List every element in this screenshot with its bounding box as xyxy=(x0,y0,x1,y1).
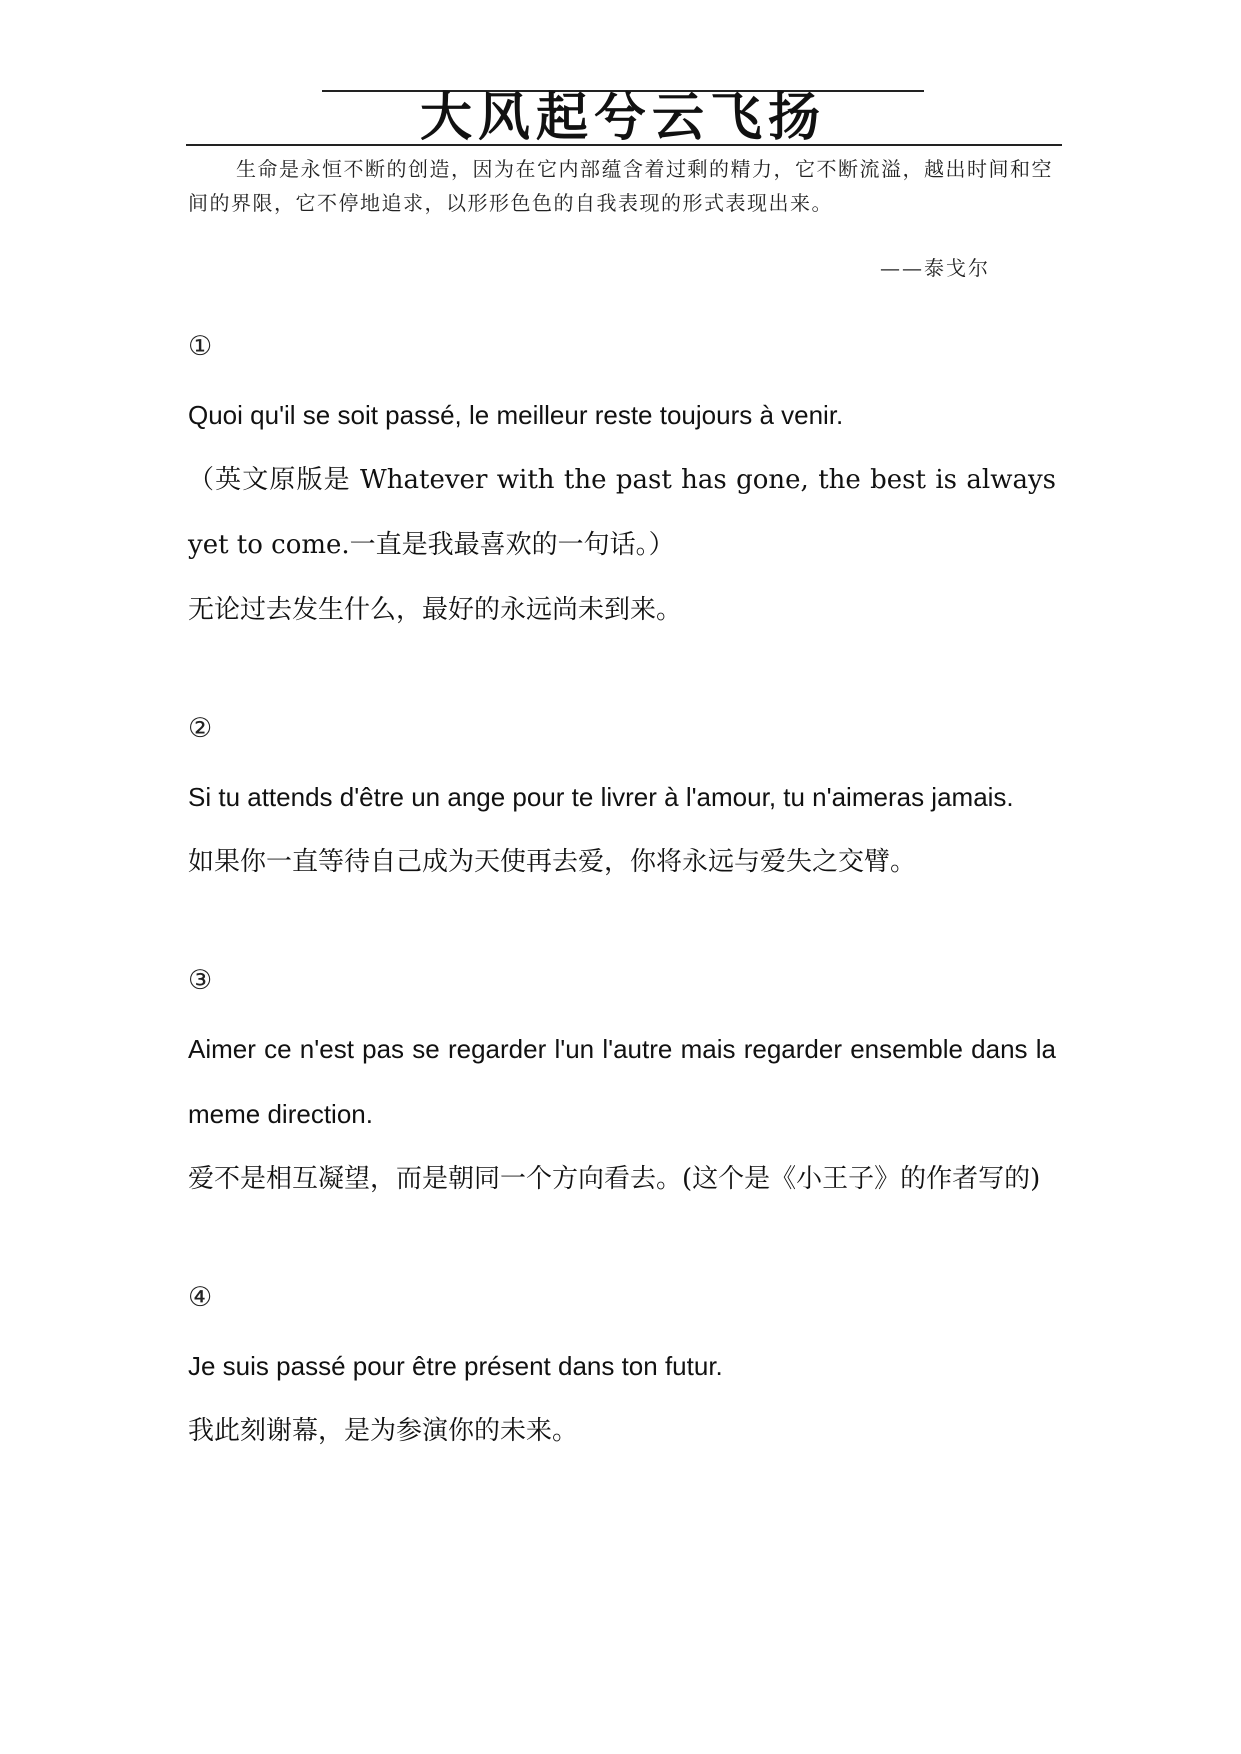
page-title: 大风起兮云飞扬 xyxy=(419,87,826,148)
quote-chinese: 我此刻谢幕，是为参演你的未来。 xyxy=(188,1416,579,1446)
quotes-list xyxy=(188,318,1056,1464)
quote-french: Si tu attends d'être un ange pour te livrer à l'amour, tu n'aimeras jamais. xyxy=(188,782,1014,812)
quote-item-3 xyxy=(188,952,1056,1212)
title-bottom-rule xyxy=(186,144,1062,146)
quote-number: ① xyxy=(188,331,213,362)
quote-chinese: 如果你一直等待自己成为天使再去爱，你将永远与爱失之交臂。 xyxy=(188,847,917,877)
intro-attribution: ——泰戈尔 xyxy=(880,256,990,280)
quote-item-2 xyxy=(188,700,1056,895)
quote-item-4 xyxy=(188,1269,1056,1464)
quote-number: ③ xyxy=(188,965,213,996)
quote-french: Quoi qu'il se soit passé, le meilleur reste toujours à venir. xyxy=(188,400,844,430)
quote-number: ② xyxy=(188,713,213,744)
quote-chinese: 爱不是相互凝望，而是朝同一个方向看去。(这个是《小王子》的作者写的) xyxy=(188,1164,1041,1194)
quote-note: （英文原版是 Whatever with the past has gone, the best is always yet to come.一直是我最喜欢的一句话。） xyxy=(188,465,1056,560)
intro-paragraph: 生命是永恒不断的创造，因为在它内部蕴含着过剩的精力，它不断流溢，越出时间和空间的界限，它不停地追求，以形形色色的自我表现的形式表现出来。 xyxy=(188,157,1053,215)
quote-item-1 xyxy=(188,318,1056,643)
quote-chinese: 无论过去发生什么，最好的永远尚未到来。 xyxy=(188,595,683,625)
quote-french: Je suis passé pour être présent dans ton futur. xyxy=(188,1351,723,1381)
quote-number: ④ xyxy=(188,1282,213,1313)
quote-french: Aimer ce n'est pas se regarder l'un l'autre mais regarder ensemble dans la meme direction. xyxy=(188,1034,1056,1129)
